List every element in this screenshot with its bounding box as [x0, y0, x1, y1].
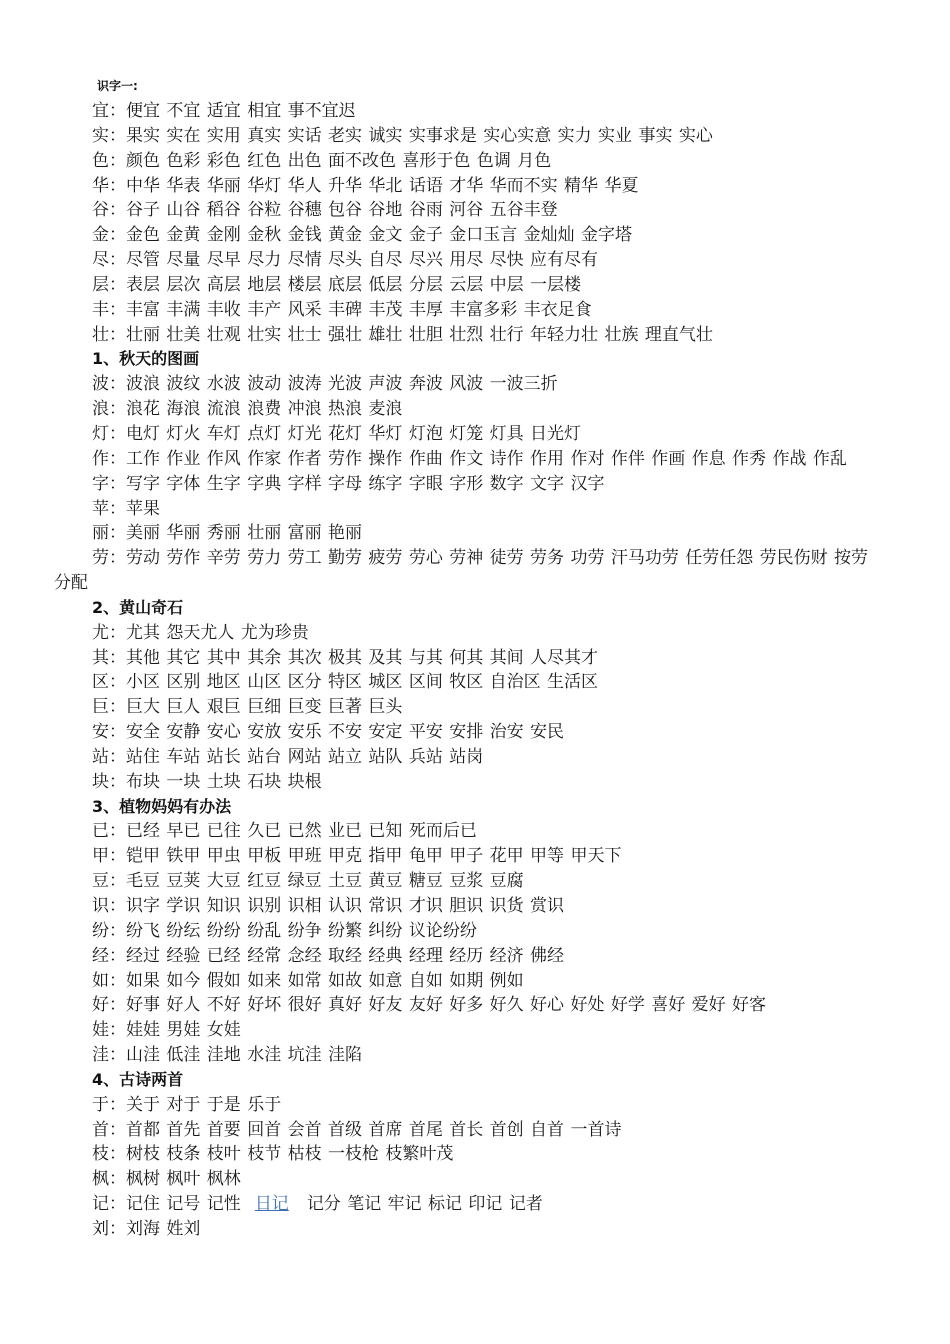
- entry-character: 于：: [92, 1094, 126, 1115]
- vocab-entry: [54, 969, 884, 994]
- entry-character: 已：: [92, 821, 126, 842]
- vocab-entry: [54, 521, 884, 546]
- entry-character: 好：: [92, 995, 126, 1016]
- entry-character: 字：: [92, 473, 126, 494]
- vocab-entry: [54, 894, 884, 919]
- entry-words: 首都 首先 首要 回首 会首 首级 首席 首尾 首长 首创 自首 一首诗: [126, 1119, 622, 1140]
- section-label: 识字一:: [97, 79, 138, 93]
- entry-words: 颜色 色彩 彩色 红色 出色 面不改色 喜形于色 色调 月色: [126, 150, 552, 171]
- vocab-entry: [54, 621, 884, 646]
- entry-words: 小区 区别 地区 山区 区分 特区 城区 区间 牧区 自治区 生活区: [126, 672, 599, 693]
- entry-character: 娃：: [92, 1020, 126, 1041]
- entry-words: 布块 一块 土块 石块 块根: [126, 771, 322, 792]
- vocab-entry: [54, 944, 884, 969]
- entry-character: 实：: [92, 125, 126, 146]
- vocab-entry: [54, 546, 884, 596]
- entry-words: 谷子 山谷 稻谷 谷粒 谷穗 包谷 谷地 谷雨 河谷 五谷丰登: [126, 200, 558, 221]
- entry-words: 果实 实在 实用 真实 实话 老实 诚实 实事求是 实心实意 实力 实业 事实 实心: [126, 125, 713, 146]
- entry-character: 壮：: [92, 324, 126, 345]
- entry-words: 毛豆 豆荚 大豆 红豆 绿豆 土豆 黄豆 糖豆 豆浆 豆腐: [126, 871, 524, 892]
- word-link[interactable]: 日记: [254, 1194, 289, 1215]
- entry-character: 站：: [92, 746, 126, 767]
- entry-words: 便宜 不宜 适宜 相宜 事不宜迟: [126, 101, 356, 121]
- entry-character: 洼：: [92, 1045, 126, 1066]
- entry-character: 色：: [92, 150, 126, 171]
- vocab-entry: [54, 99, 884, 124]
- entry-words: 枫树 枫叶 枫林: [126, 1169, 241, 1190]
- entry-character: 识：: [92, 896, 126, 916]
- entry-character: 层：: [92, 274, 126, 295]
- vocab-entry: [54, 844, 884, 869]
- entry-character: 块：: [92, 771, 126, 792]
- entry-character: 刘：: [92, 1218, 126, 1239]
- entry-character: 华：: [92, 175, 126, 196]
- lesson-heading: 3、植物妈妈有办法: [92, 796, 232, 816]
- entry-words: 中华 华表 华丽 华灯 华人 升华 华北 话语 才华 华而不实 精华 华夏: [126, 175, 639, 196]
- vocab-entry: [54, 1093, 884, 1118]
- vocab-entry: [54, 1118, 884, 1143]
- entry-character: 首：: [92, 1119, 126, 1140]
- entry-words: 尽管 尽量 尽早 尽力 尽情 尽头 自尽 尽兴 用尽 尽快 应有尽有: [126, 250, 599, 271]
- lesson-heading: 1、秋天的图画: [92, 349, 200, 369]
- vocab-entry: [54, 472, 884, 497]
- entry-words: 纷飞 纷纭 纷纷 纷乱 纷争 纷繁 纠纷 议论纷纷: [126, 920, 477, 941]
- entry-character: 如：: [92, 970, 126, 991]
- vocab-entry: [54, 124, 884, 149]
- entry-words: 树枝 枝条 枝叶 枝节 枯枝 一枝枪 枝繁叶茂: [126, 1144, 454, 1165]
- vocab-entry: [54, 993, 884, 1018]
- vocab-entry: [54, 770, 884, 795]
- entry-character: 枝：: [92, 1144, 126, 1165]
- vocab-entry: [54, 497, 884, 522]
- entry-character: 丽：: [92, 523, 126, 544]
- vocab-entry: [54, 1043, 884, 1068]
- entry-character: 其：: [92, 647, 126, 668]
- entry-character: 记：: [92, 1194, 126, 1215]
- entry-words: 劳动 劳作 辛劳 劳力 劳工 勤劳 疲劳 劳心 劳神 徒劳 劳务 功劳 汗马功劳 任劳任怨 劳民伤财 按劳分配: [54, 548, 869, 594]
- entry-words: 山洼 低洼 洼地 水洼 坑洼 洼陷: [126, 1045, 363, 1066]
- entry-character: 经：: [92, 945, 126, 966]
- entry-words: 关于 对于 于是 乐于: [126, 1094, 282, 1115]
- entry-character: 谷：: [92, 200, 126, 221]
- entry-words: 浪花 海浪 流浪 浪费 冲浪 热浪 麦浪: [126, 399, 403, 420]
- entry-character: 宜：: [92, 101, 126, 121]
- entry-words: 美丽 华丽 秀丽 壮丽 富丽 艳丽: [126, 523, 363, 544]
- entry-words: 苹果: [126, 498, 160, 519]
- entry-words: 刘海 姓刘: [126, 1218, 201, 1239]
- entry-words: 写字 字体 生字 字典 字样 字母 练字 字眼 字形 数字 文字 汉字: [126, 473, 605, 494]
- entry-character: 豆：: [92, 871, 126, 892]
- entry-words: 好事 好人 不好 好坏 很好 真好 好友 友好 好多 好久 好心 好处 好学 喜好 爱好 好客: [126, 995, 767, 1016]
- entry-character: 灯：: [92, 423, 126, 444]
- entry-character: 枫：: [92, 1169, 126, 1190]
- vocab-entry: [54, 1142, 884, 1167]
- entry-character: 金：: [92, 225, 126, 246]
- entry-words: 如果 如今 假如 如来 如常 如故 如意 自如 如期 例如: [126, 970, 524, 991]
- vocab-entry: [54, 919, 884, 944]
- vocab-entry: [54, 1217, 884, 1242]
- vocabulary-list: [54, 99, 884, 1242]
- vocab-entry: [54, 869, 884, 894]
- entry-character: 苹：: [92, 498, 126, 519]
- entry-character: 甲：: [92, 846, 126, 867]
- vocab-entry: [54, 223, 884, 248]
- entry-character: 劳：: [92, 548, 126, 569]
- vocab-entry: [54, 273, 884, 298]
- entry-character: 安：: [92, 722, 126, 743]
- entry-character: 纷：: [92, 920, 126, 941]
- entry-character: 区：: [92, 672, 126, 693]
- vocab-entry: [54, 1018, 884, 1043]
- entry-words: 已经 早已 已往 久已 已然 业已 已知 死而后已: [126, 821, 477, 842]
- lesson-heading: 4、古诗两首: [92, 1069, 184, 1089]
- entry-words: 站住 车站 站长 站台 网站 站立 站队 兵站 站岗: [126, 746, 484, 767]
- lesson-heading: 2、黄山奇石: [92, 597, 184, 617]
- vocab-entry: [54, 447, 884, 472]
- vocab-entry: [54, 397, 884, 422]
- entry-character: 尽：: [92, 250, 126, 271]
- entry-words: 铠甲 铁甲 甲虫 甲板 甲班 甲克 指甲 龟甲 甲子 花甲 甲等 甲天下: [126, 846, 622, 867]
- vocab-entry: [54, 248, 884, 273]
- vocab-entry: [54, 695, 884, 720]
- entry-words: 电灯 灯火 车灯 点灯 灯光 花灯 华灯 灯泡 灯笼 灯具 日光灯: [126, 423, 582, 444]
- entry-words: 识字 学识 知识 识别 识相 认识 常识 才识 胆识 识货 赏识: [126, 896, 565, 916]
- entry-words: 巨大 巨人 艰巨 巨细 巨变 巨著 巨头: [126, 697, 403, 718]
- entry-words: 记分 笔记 牢记 标记 印记 记者: [306, 1194, 543, 1215]
- vocab-entry: [54, 298, 884, 323]
- vocab-entry: [54, 670, 884, 695]
- entry-character: 波：: [92, 374, 126, 395]
- entry-words: 娃娃 男娃 女娃: [126, 1020, 241, 1041]
- entry-character: 尤：: [92, 622, 126, 643]
- entry-words: 工作 作业 作风 作家 作者 劳作 操作 作曲 作文 诗作 作用 作对 作伴 作画 作息 作秀 作战 作乱: [126, 448, 847, 469]
- entry-words: 经过 经验 已经 经常 念经 取经 经典 经理 经历 经济 佛经: [126, 945, 565, 966]
- entry-words: 波浪 波纹 水波 波动 波涛 光波 声波 奔波 风波 一波三折: [126, 374, 558, 395]
- entry-words: 安全 安静 安心 安放 安乐 不安 安定 平安 安排 治安 安民: [126, 722, 565, 743]
- entry-character: 丰：: [92, 299, 126, 320]
- vocab-entry: [54, 819, 884, 844]
- vocab-entry: [54, 422, 884, 447]
- entry-words: 其他 其它 其中 其余 其次 极其 及其 与其 何其 其间 人尽其才: [126, 647, 599, 668]
- vocab-entry: [54, 372, 884, 397]
- entry-words: 表层 层次 高层 地层 楼层 底层 低层 分层 云层 中层 一层楼: [126, 274, 582, 295]
- entry-words: 壮丽 壮美 壮观 壮实 壮士 强壮 雄壮 壮胆 壮烈 壮行 年轻力壮 壮族 理直气壮: [126, 324, 713, 345]
- vocab-entry: [54, 323, 884, 348]
- vocab-entry: [54, 745, 884, 770]
- vocab-entry: [54, 198, 884, 223]
- entry-words: 金色 金黄 金刚 金秋 金钱 黄金 金文 金子 金口玉言 金灿灿 金字塔: [126, 225, 633, 246]
- entry-character: 浪：: [92, 399, 126, 420]
- entry-character: 巨：: [92, 697, 126, 718]
- vocab-entry: [54, 1167, 884, 1192]
- vocab-entry: [54, 1192, 884, 1217]
- vocab-entry: [54, 174, 884, 199]
- entry-words: 丰富 丰满 丰收 丰产 风采 丰碑 丰茂 丰厚 丰富多彩 丰衣足食: [126, 299, 592, 320]
- vocab-entry: [54, 720, 884, 745]
- entry-words: 记住 记号 记性: [126, 1194, 241, 1215]
- vocab-entry: [54, 149, 884, 174]
- vocab-entry: [54, 646, 884, 671]
- entry-words: 尤其 怨天尤人 尤为珍贵: [126, 622, 309, 643]
- entry-character: 作：: [92, 448, 126, 469]
